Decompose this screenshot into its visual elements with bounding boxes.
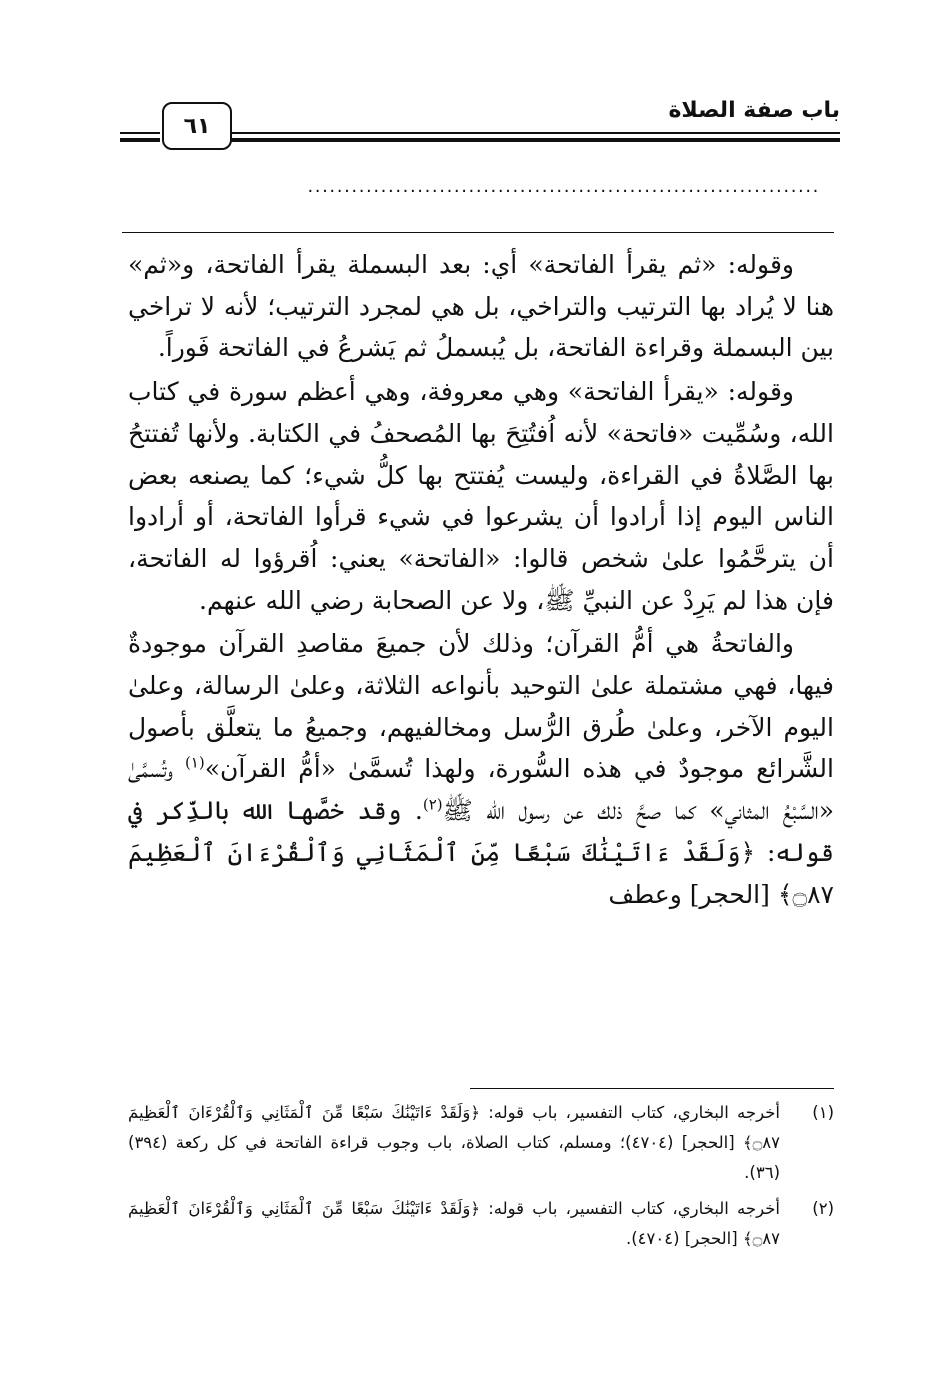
footnote-text: أخرجه البخاري، كتاب التفسير، باب قوله: ﴿وَلَقَدْ ءَاتَيْنَٰكَ سَبْعًا مِّنَ ٱلْمَثَانِي وَٱلْقُرْءَانَ ٱلْعَظِيمَ ۝٨٧﴾ [الحجر] (٤٧٠٤)؛ ومسلم، كتاب الصلاة، باب وجوب قراءة الفاتحة في كل ركعة (٣٩٤) (٣٦). bbox=[128, 1103, 780, 1182]
paragraph-3-start: والفاتحةُ هي أمُّ القرآن؛ وذلك لأن جميعَ مقاصدِ القرآن موجودةٌ فيها، فهي مشتملة علىٰ التوحيد بأنواعه الثلاثة، وعلىٰ الرسالة، وعلىٰ اليوم الآخر، وعلىٰ طُرق الرُّسل ومخالفيهم، وجميعُ ما يتعلَّق بأصول الشَّرائع موجودٌ في هذه السُّورة، ولهذا تُسمَّىٰ «أمُّ القرآن» bbox=[128, 629, 834, 784]
header-rule-left bbox=[120, 132, 160, 134]
paragraph-2: وقوله: «يقرأ الفاتحة» وهي معروفة، وهي أعظم سورة في كتاب الله، وسُمِّيت «فاتحة» لأنه اُفتُتِحَ بها المُصحفُ في الكتابة. ولأنها تُفتتحُ بها الصَّلاةُ في القراءة، وليست يُفتتح بها كلُّ شيء؛ كما يصنعه بعض الناس اليوم إذا أرادوا أن يشرعوا في شيء قرأوا الفاتحة، أو أرادوا أن يترحَّمُوا علىٰ شخص قالوا: «الفاتحة» يعني: اُقرؤوا له الفاتحة، فإن هذا لم يَرِدْ عن النبيِّ ﷺ، ولا عن الصحابة رضي الله عنهم. bbox=[128, 377, 834, 615]
footnote-ref-2: (٢) bbox=[422, 795, 443, 814]
footnote-1 bbox=[128, 1098, 834, 1188]
chapter-title: باب صفة الصلاة bbox=[668, 98, 840, 123]
paragraph-3 bbox=[128, 623, 834, 915]
header-rule bbox=[230, 132, 840, 134]
footnote-ref-1: (١) bbox=[184, 754, 205, 773]
footnote-rule bbox=[470, 1088, 834, 1089]
paragraph-3-middle: وتُسمَّىٰ «السَّبْعُ المثاني» كما صحَّ ذلك عن رسول الله ﷺ bbox=[128, 754, 834, 826]
footnote-number: (٢) bbox=[812, 1199, 834, 1218]
header-rule-thick bbox=[230, 138, 840, 142]
paragraph-3-end: . وقد خصَّها الله بالذِّكر في قوله: ﴿وَلَقَدْ ءَاتَيْنَٰكَ سَبْعًا مِّنَ ٱلْمَثَانِي وَٱلْقُرْءَانَ ٱلْعَظِيمَ ۝٨٧﴾ [الحجر] وعطف bbox=[128, 796, 834, 909]
header-rule-left-thick bbox=[120, 138, 160, 142]
paragraph-1: وقوله: «ثم يقرأ الفاتحة» أي: بعد البسملة يقرأ الفاتحة، و«ثم» هنا لا يُراد بها الترتيب والتراخي، بل هي لمجرد الترتيب؛ لأنه لا تراخي بين البسملة وقراءة الفاتحة، بل يُبسملُ ثم يَشرعُ في الفاتحة فَوراً. bbox=[128, 250, 834, 363]
footnote-text: أخرجه البخاري، كتاب التفسير، باب قوله: ﴿وَلَقَدْ ءَاتَيْنَٰكَ سَبْعًا مِّنَ ٱلْمَثَانِي وَٱلْقُرْءَانَ ٱلْعَظِيمَ ۝٨٧﴾ [الحجر] (٤٧٠٤). bbox=[128, 1199, 780, 1248]
main-text bbox=[128, 244, 834, 1084]
footnote-number: (١) bbox=[812, 1103, 834, 1122]
footnotes bbox=[128, 1098, 834, 1260]
content-top-rule bbox=[122, 232, 834, 233]
page-number: ٦١ bbox=[162, 102, 232, 150]
footnote-2 bbox=[128, 1194, 834, 1254]
dotted-separator: ...................................................................... bbox=[307, 176, 820, 197]
page-header bbox=[120, 96, 840, 156]
